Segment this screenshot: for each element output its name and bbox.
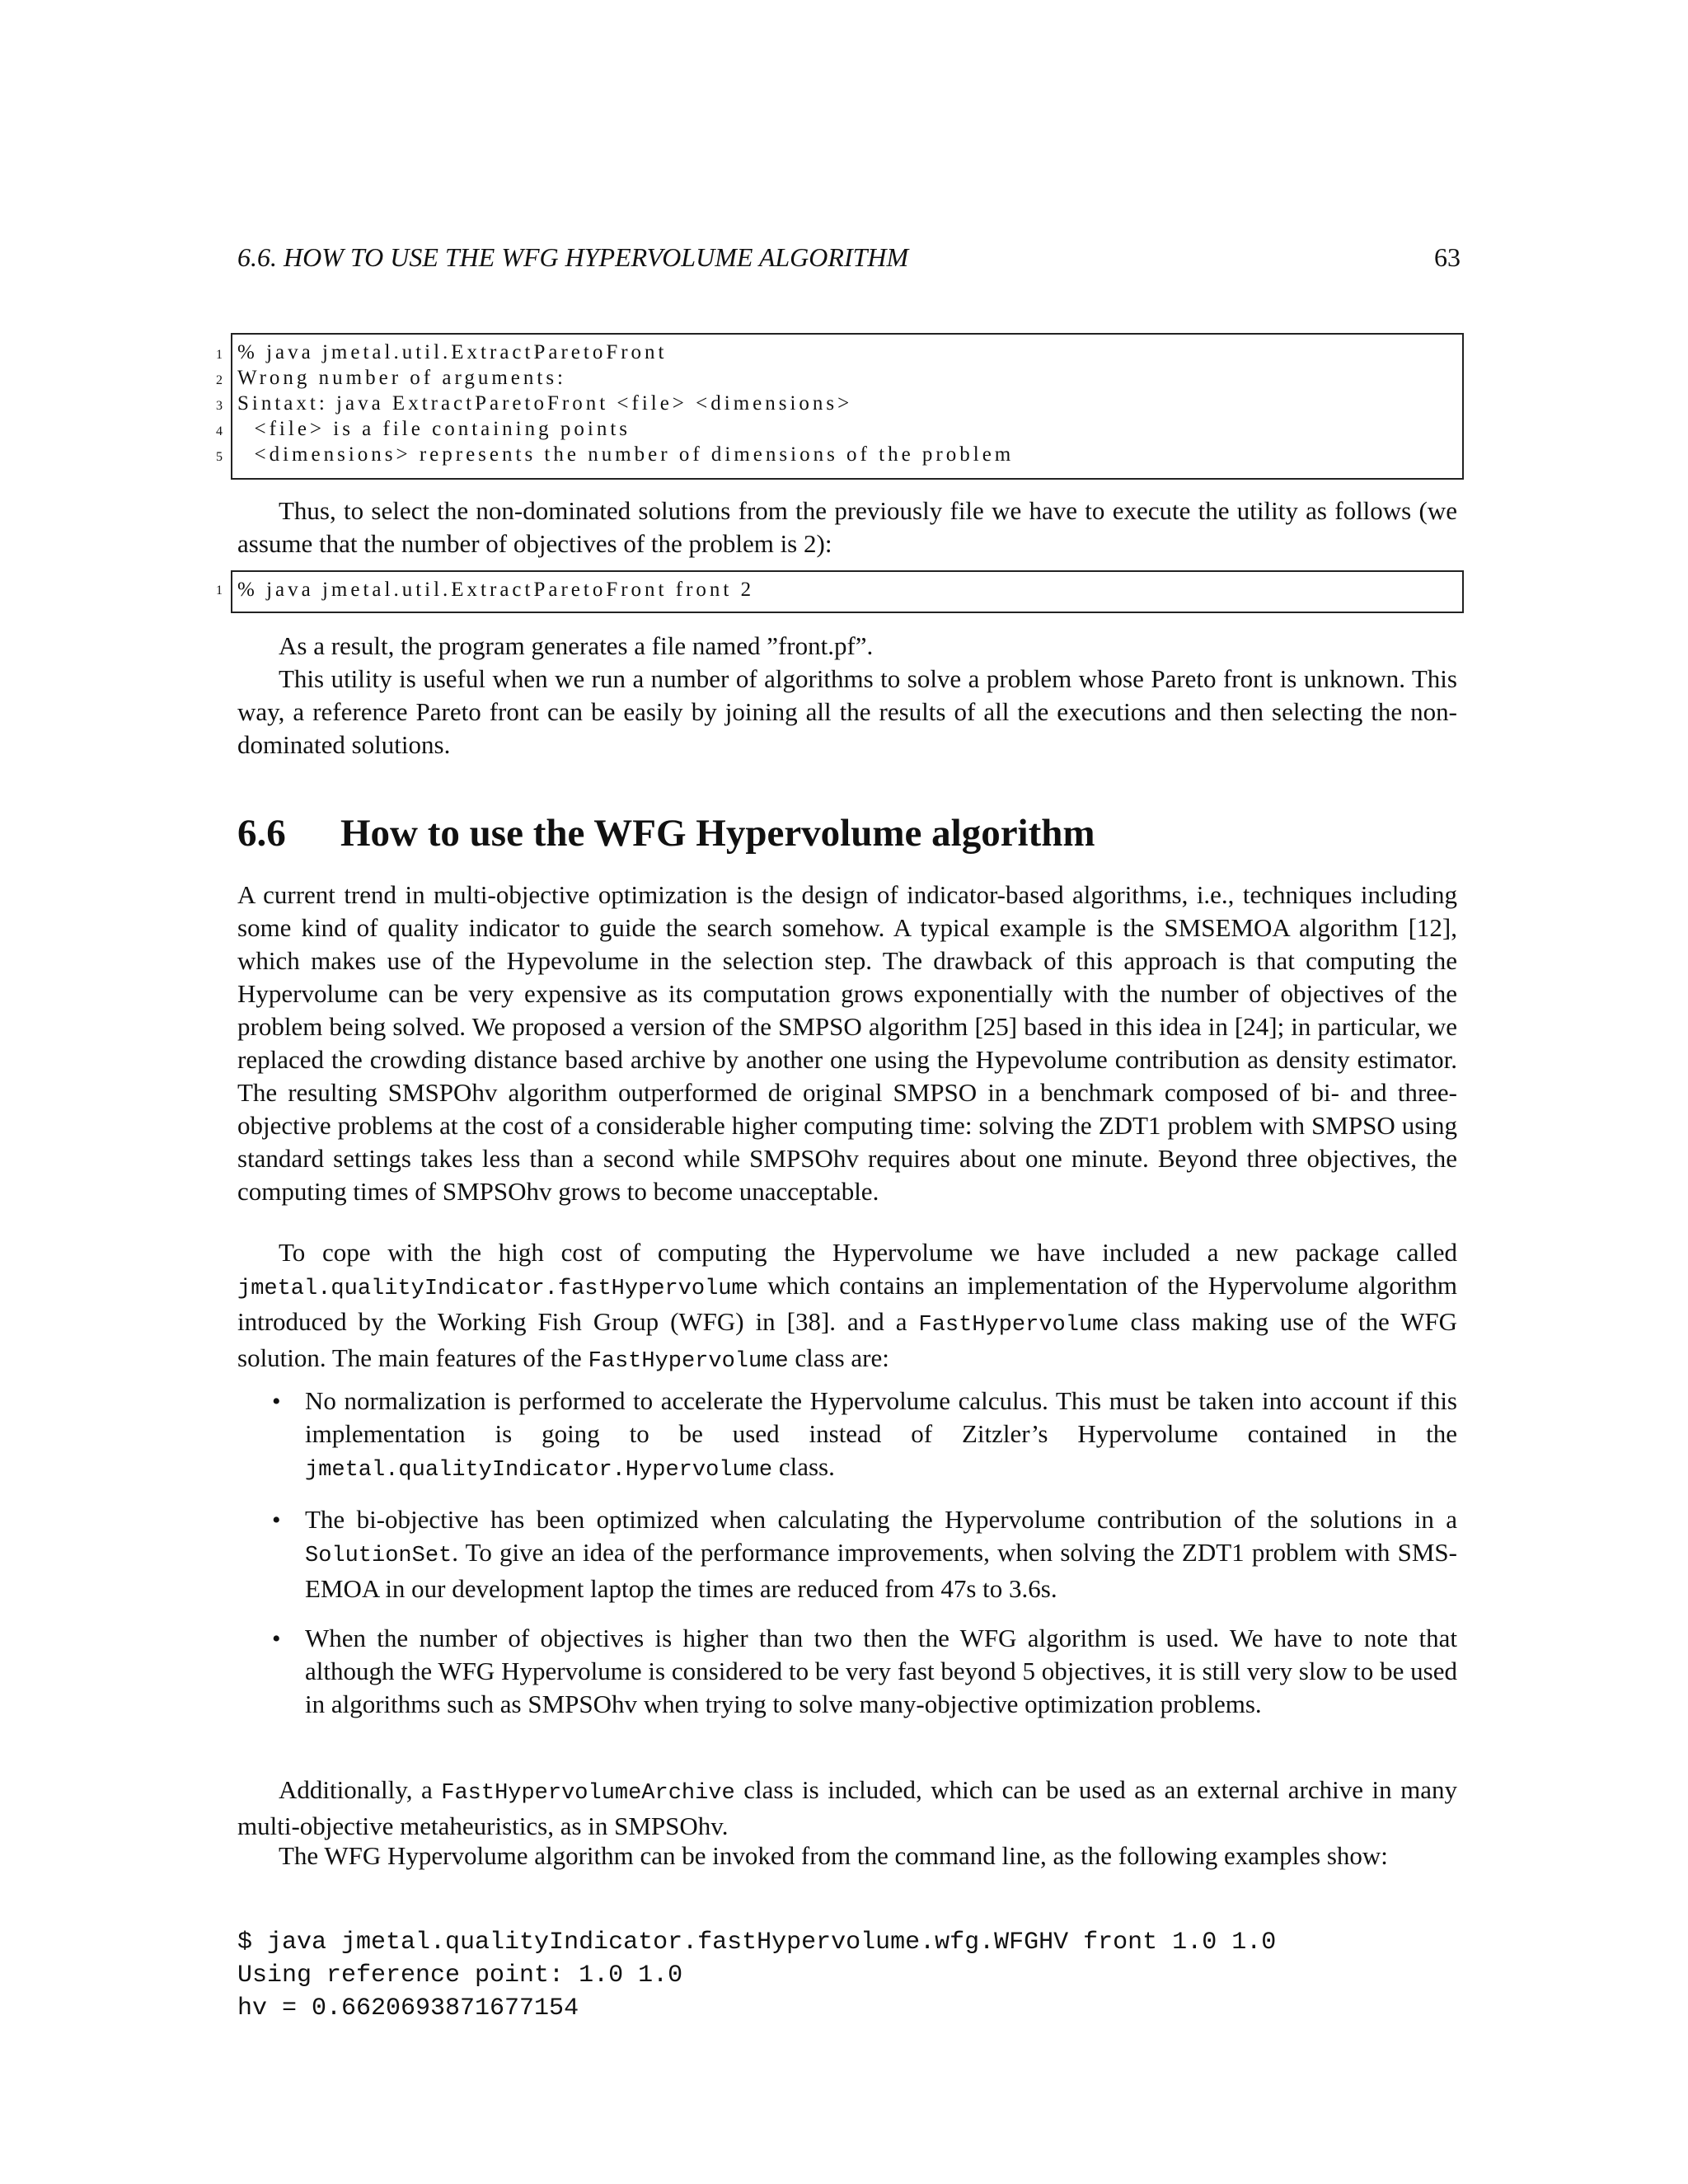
code-line: Wrong number of arguments: xyxy=(237,367,566,389)
inline-code: FastHypervolumeArchive xyxy=(441,1781,735,1806)
paragraph-result: As a result, the program generates a file named ”front.pf”. xyxy=(279,631,874,660)
code-line: Sintaxt: java ExtractParetoFront <file> <dimensions> xyxy=(237,392,853,415)
code-listing-1 xyxy=(231,333,1464,480)
line-number: 2 xyxy=(216,373,223,387)
line-number: 1 xyxy=(216,348,223,362)
paragraph-select: Thus, to select the non-dominated solutions from the previously file we have to execute the utility as follows (we assume that the number of objectives of the problem is 2): xyxy=(237,496,1457,558)
text-run: Additionally, a xyxy=(279,1775,433,1804)
code-line: <dimensions> represents the number of dimensions of the problem xyxy=(237,443,1015,466)
paragraph-cope xyxy=(237,1236,1457,1378)
section-heading xyxy=(237,811,1095,855)
list-item xyxy=(305,1385,1457,1487)
bullet-icon: • xyxy=(272,1388,281,1415)
terminal-line: hv = 0.6620693871677154 xyxy=(237,1994,579,2022)
section-number: 6.6 xyxy=(237,812,286,855)
line-number: 1 xyxy=(216,583,223,598)
text-run: which contains an implementation of the Hypervolume algorithm introduced by the Working Fish Group (WFG) in [38]. and a xyxy=(237,1271,1458,1336)
text-run: The bi-objective has been optimized when calculating the Hypervolume contribution of the solutions in a xyxy=(305,1505,1457,1534)
inline-code: jmetal.qualityIndicator.Hypervolume xyxy=(305,1458,773,1483)
code-listing-2 xyxy=(231,570,1464,613)
paragraph-additionally xyxy=(237,1774,1457,1843)
line-number: 4 xyxy=(216,424,223,438)
line-number: 5 xyxy=(216,450,223,464)
text-run: class. xyxy=(778,1452,835,1481)
text-run: class are: xyxy=(795,1343,889,1372)
inline-code: SolutionSet xyxy=(305,1544,452,1568)
code-line: % java jmetal.util.ExtractParetoFront front 2 xyxy=(237,579,755,601)
text-run: . To give an idea of the performance improvements, when solving the ZDT1 problem with SMS-EMOA in our development laptop the times are reduced from 47s to 3.6s. xyxy=(305,1538,1457,1603)
list-item xyxy=(305,1503,1457,1605)
inline-code: jmetal.qualityIndicator.fastHypervolume xyxy=(237,1277,758,1301)
running-title: 6.6. HOW TO USE THE WFG HYPERVOLUME ALGORITHM xyxy=(237,242,909,272)
code-line: <file> is a file containing points xyxy=(237,418,631,440)
inline-code: FastHypervolume xyxy=(588,1349,789,1374)
text-run: No normalization is performed to accelerate the Hypervolume calculus. This must be taken into account if this implementation is going to be used instead of Zitzler’s Hypervolume contained in the xyxy=(305,1386,1457,1448)
bullet-icon: • xyxy=(272,1625,281,1652)
line-number: 3 xyxy=(216,399,223,413)
text-run: class making use of the WFG solution. The main features of the xyxy=(237,1307,1458,1372)
inline-code: FastHypervolume xyxy=(918,1313,1119,1338)
section-title: How to use the WFG Hypervolume algorithm xyxy=(340,812,1095,855)
paragraph-invoke: The WFG Hypervolume algorithm can be invoked from the command line, as the following examples show: xyxy=(279,1841,1388,1870)
list-item: When the number of objectives is higher than two then the WFG algorithm is used. We have to note that although the WFG Hypervolume is considered to be very fast beyond 5 objectives, it is still very slow to be used in algorithms such as SMPSOhv when trying to solve many-objective optimization problems. xyxy=(305,1624,1457,1718)
paragraph-utility: This utility is useful when we run a number of algorithms to solve a problem whose Pareto front is unknown. This way, a reference Pareto front can be easily by joining all the results of all the executions and then selecting the non-dominated solutions. xyxy=(237,664,1457,759)
terminal-line: $ java jmetal.qualityIndicator.fastHypervolume.wfg.WFGHV front 1.0 1.0 xyxy=(237,1929,1277,1957)
text-run: To cope with the high cost of computing the Hypervolume we have included a new package called xyxy=(279,1238,1457,1267)
bullet-icon: • xyxy=(272,1507,281,1534)
terminal-line: Using reference point: 1.0 1.0 xyxy=(237,1961,683,1990)
paragraph-trend: A current trend in multi-objective optimization is the design of indicator-based algorithms, i.e., techniques including some kind of quality indicator to guide the search somehow. A typical example is the SMSEMOA algorithm [12], which makes use of the Hypevolume in the selection step. The drawback of this approach is that computing the Hypervolume can be very expensive as its computation grows exponentially with the number of objectives of the problem being solved. We proposed a version of the SMPSO algorithm [25] based in this idea in [24]; in particular, we replaced the crowding distance based archive by another one using the Hypevolume contribution as density estimator. The resulting SMSPOhv algorithm outperformed de original SMPSO in a benchmark composed of bi- and three-objective problems at the cost of a considerable higher computing time: solving the ZDT1 problem with SMPSO using standard settings takes less than a second while SMPSOhv requires about one minute. Beyond three objectives, the computing times of SMPSOhv grows to become unacceptable. xyxy=(237,880,1457,1206)
code-line: % java jmetal.util.ExtractParetoFront xyxy=(237,341,668,363)
text-run: class is included, which can be used as an external archive in many multi-objective metaheuristics, as in SMPSOhv. xyxy=(237,1775,1457,1840)
page-number: 63 xyxy=(1434,242,1461,272)
